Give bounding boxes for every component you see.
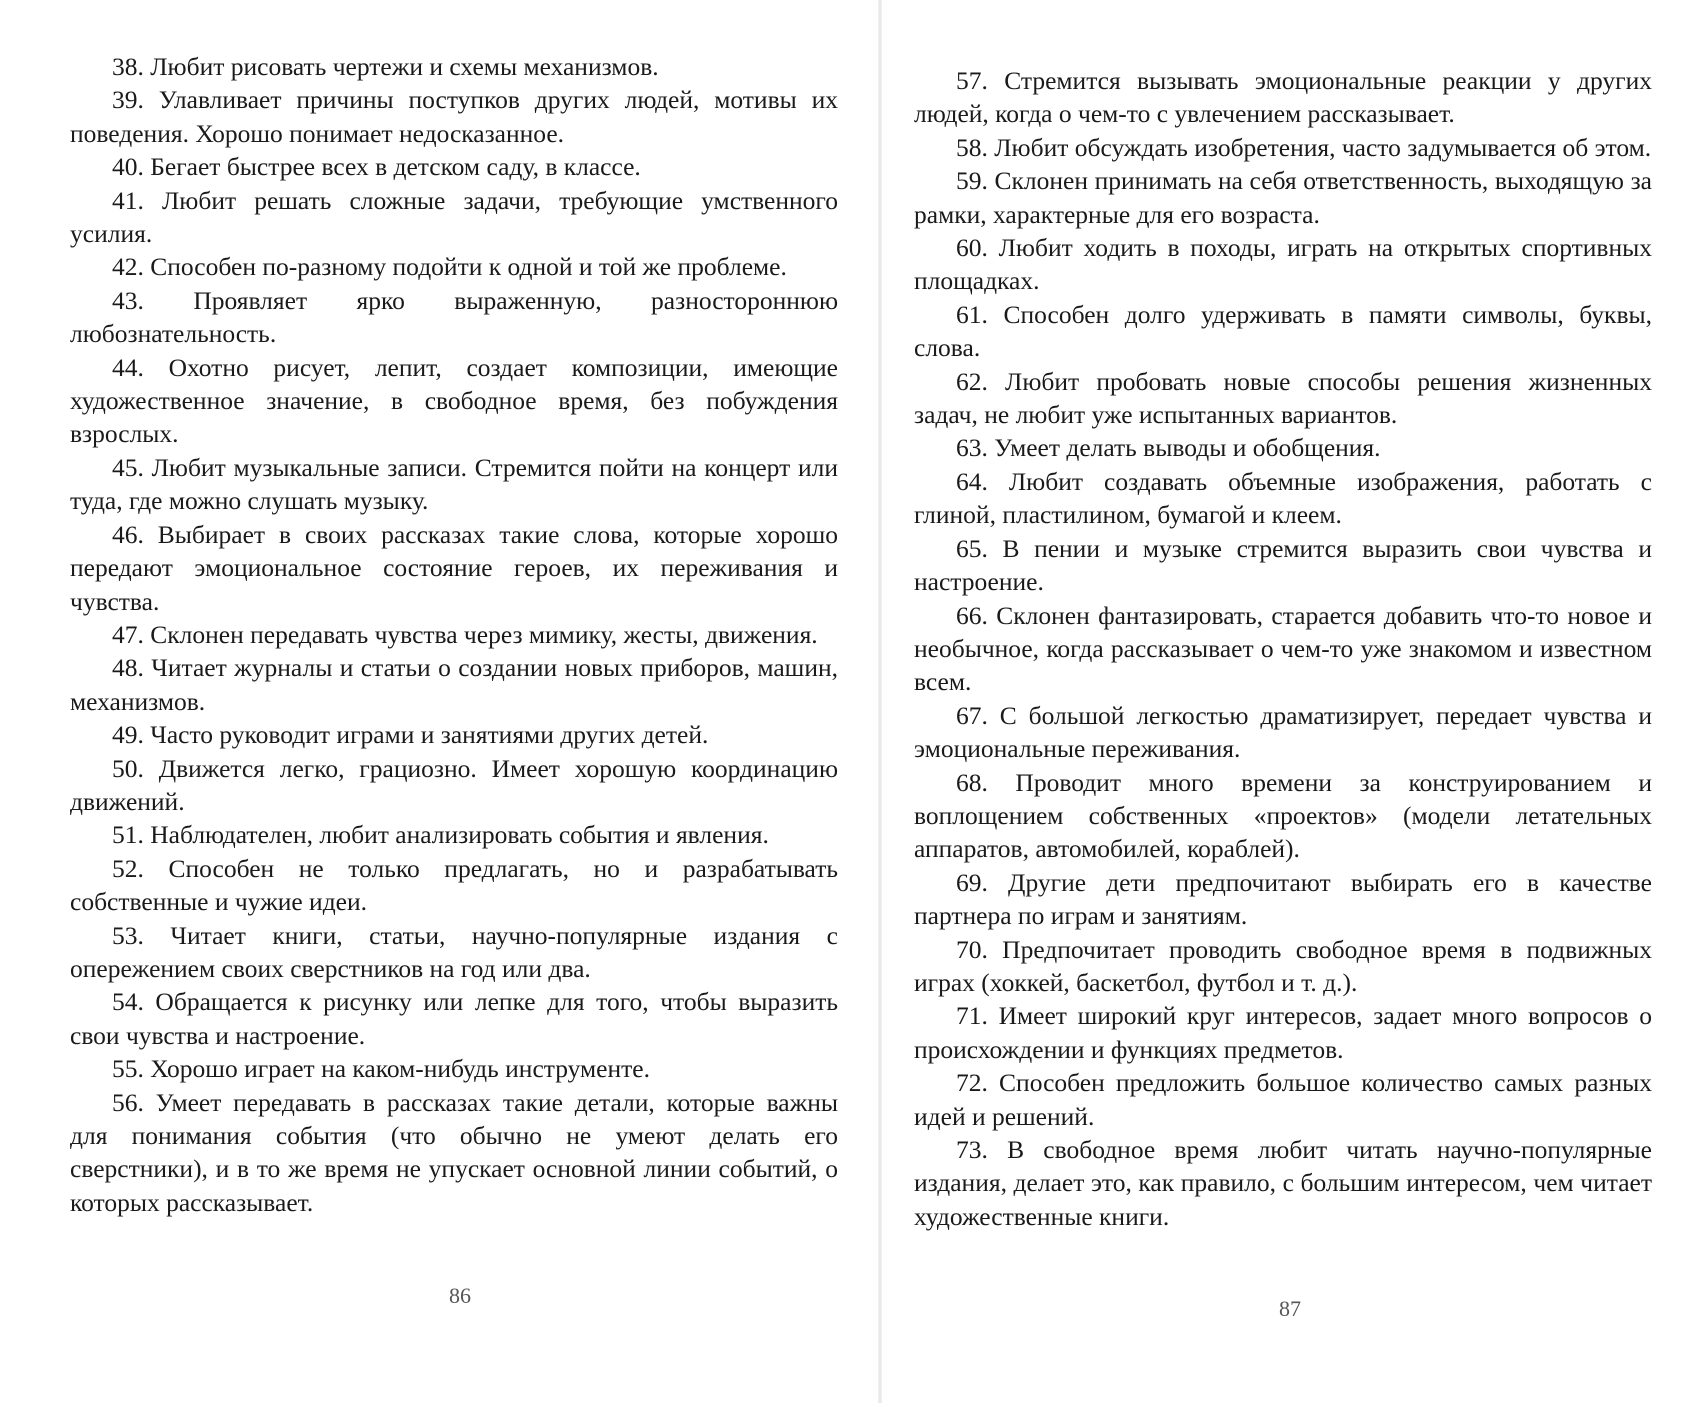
right-page xyxy=(880,0,1708,1403)
question-list-left xyxy=(70,50,838,1219)
list-item: 47. Склонен передавать чувства через мимику, жесты, движения. xyxy=(112,619,818,649)
list-item: 68. Проводит много времени за конструированием и воплощением собственных «проектов» (модели летательных аппаратов, автомобилей, кораблей). xyxy=(914,767,1652,864)
list-item: 73. В свободное время любит читать научно-популярные издания, делает это, как правило, с большим интересом, чем читает художественные книги. xyxy=(914,1135,1652,1231)
list-item: 40. Бегает быстрее всех в детском саду, в классе. xyxy=(112,152,641,182)
list-item: 50. Движется легко, грациозно. Имеет хорошую координацию движений. xyxy=(70,753,838,816)
list-item: 58. Любит обсуждать изобретения, часто задумывается об этом. xyxy=(956,132,1652,162)
list-item: 51. Наблюдателен, любит анализировать события и явления. xyxy=(112,820,769,850)
list-item: 56. Умеет передавать в рассказах такие детали, которые важны для понимания события (что обычно не умеют делать его сверстники), и в то же время не упускает основной линии событий, о которых рассказывает. xyxy=(70,1087,838,1217)
list-item: 62. Любит пробовать новые способы решения жизненных задач, не любит уже испытанных вариантов. xyxy=(914,366,1652,430)
list-item: 49. Часто руководит играми и занятиями других детей. xyxy=(112,720,709,750)
list-item: 60. Любит ходить в походы, играть на открытых спортивных площадках. xyxy=(914,233,1652,296)
list-item: 63. Умеет делать выводы и обобщения. xyxy=(956,433,1381,463)
list-item: 57. Стремится вызывать эмоциональные реакции у других людей, когда о чем-то с увлечением рассказывает. xyxy=(914,66,1652,129)
list-item: 59. Склонен принимать на себя ответственность, выходящую за рамки, характерные для его возраста. xyxy=(914,166,1652,229)
list-item: 42. Способен по-разному подойти к одной и той же проблеме. xyxy=(112,252,787,282)
list-item: 67. С большой легкостью драматизирует, передает чувства и эмоциональные переживания. xyxy=(914,700,1652,764)
list-item: 54. Обращается к рисунку или лепке для того, чтобы выразить свои чувства и настроение. xyxy=(70,987,838,1050)
list-item: 64. Любит создавать объемные изображения, работать с глиной, пластилином, бумагой и клеем. xyxy=(914,466,1652,530)
list-item: 69. Другие дети предпочитают выбирать его в качестве партнера по играм и занятиям. xyxy=(914,867,1652,931)
list-item: 72. Способен предложить большое количество самых разных идей и решений. xyxy=(914,1068,1652,1131)
list-item: 43. Проявляет ярко выраженную, разностороннюю любознательность. xyxy=(70,285,838,349)
list-item: 70. Предпочитает проводить свободное время в подвижных играх (хоккей, баскетбол, футбол и т. д.). xyxy=(914,934,1652,997)
page-number-left: 86 xyxy=(449,1283,471,1308)
list-item: 71. Имеет широкий круг интересов, задает много вопросов о происхождении и функциях предметов. xyxy=(914,1001,1652,1064)
page-number-right: 87 xyxy=(1279,1296,1301,1321)
list-item: 48. Читает журналы и статьи о создании новых приборов, машин, механизмов. xyxy=(70,653,838,716)
list-item: 46. Выбирает в своих рассказах такие слова, которые хорошо передают эмоциональное состояние героев, их переживания и чувства. xyxy=(70,519,838,616)
list-item: 52. Способен не только предлагать, но и разрабатывать собственные и чужие идеи. xyxy=(70,853,838,917)
list-item: 65. В пении и музыке стремится выразить свои чувства и настроение. xyxy=(914,533,1652,597)
list-item: 44. Охотно рисует, лепит, создает композиции, имеющие художественное значение, в свободное время, без побуждения взрослых. xyxy=(70,352,838,449)
list-item: 55. Хорошо играет на каком-нибудь инструменте. xyxy=(112,1054,650,1084)
list-item: 53. Читает книги, статьи, научно-популярные издания с опережением своих сверстников на год или два. xyxy=(70,920,838,983)
list-item: 41. Любит решать сложные задачи, требующие умственного усилия. xyxy=(70,185,838,249)
list-item: 45. Любит музыкальные записи. Стремится пойти на концерт или туда, где можно слушать музыку. xyxy=(70,452,838,516)
list-item: 66. Склонен фантазировать, старается добавить что-то новое и необычное, когда рассказывает о чем-то уже знакомом и известном всем. xyxy=(914,600,1652,697)
list-item: 61. Способен долго удерживать в памяти символы, буквы, слова. xyxy=(914,299,1652,363)
question-list-right xyxy=(914,64,1652,1233)
list-item: 38. Любит рисовать чертежи и схемы механизмов. xyxy=(112,52,659,81)
list-item: 39. Улавливает причины поступков других людей, мотивы их поведения. Хорошо понимает недосказанное. xyxy=(70,85,838,148)
